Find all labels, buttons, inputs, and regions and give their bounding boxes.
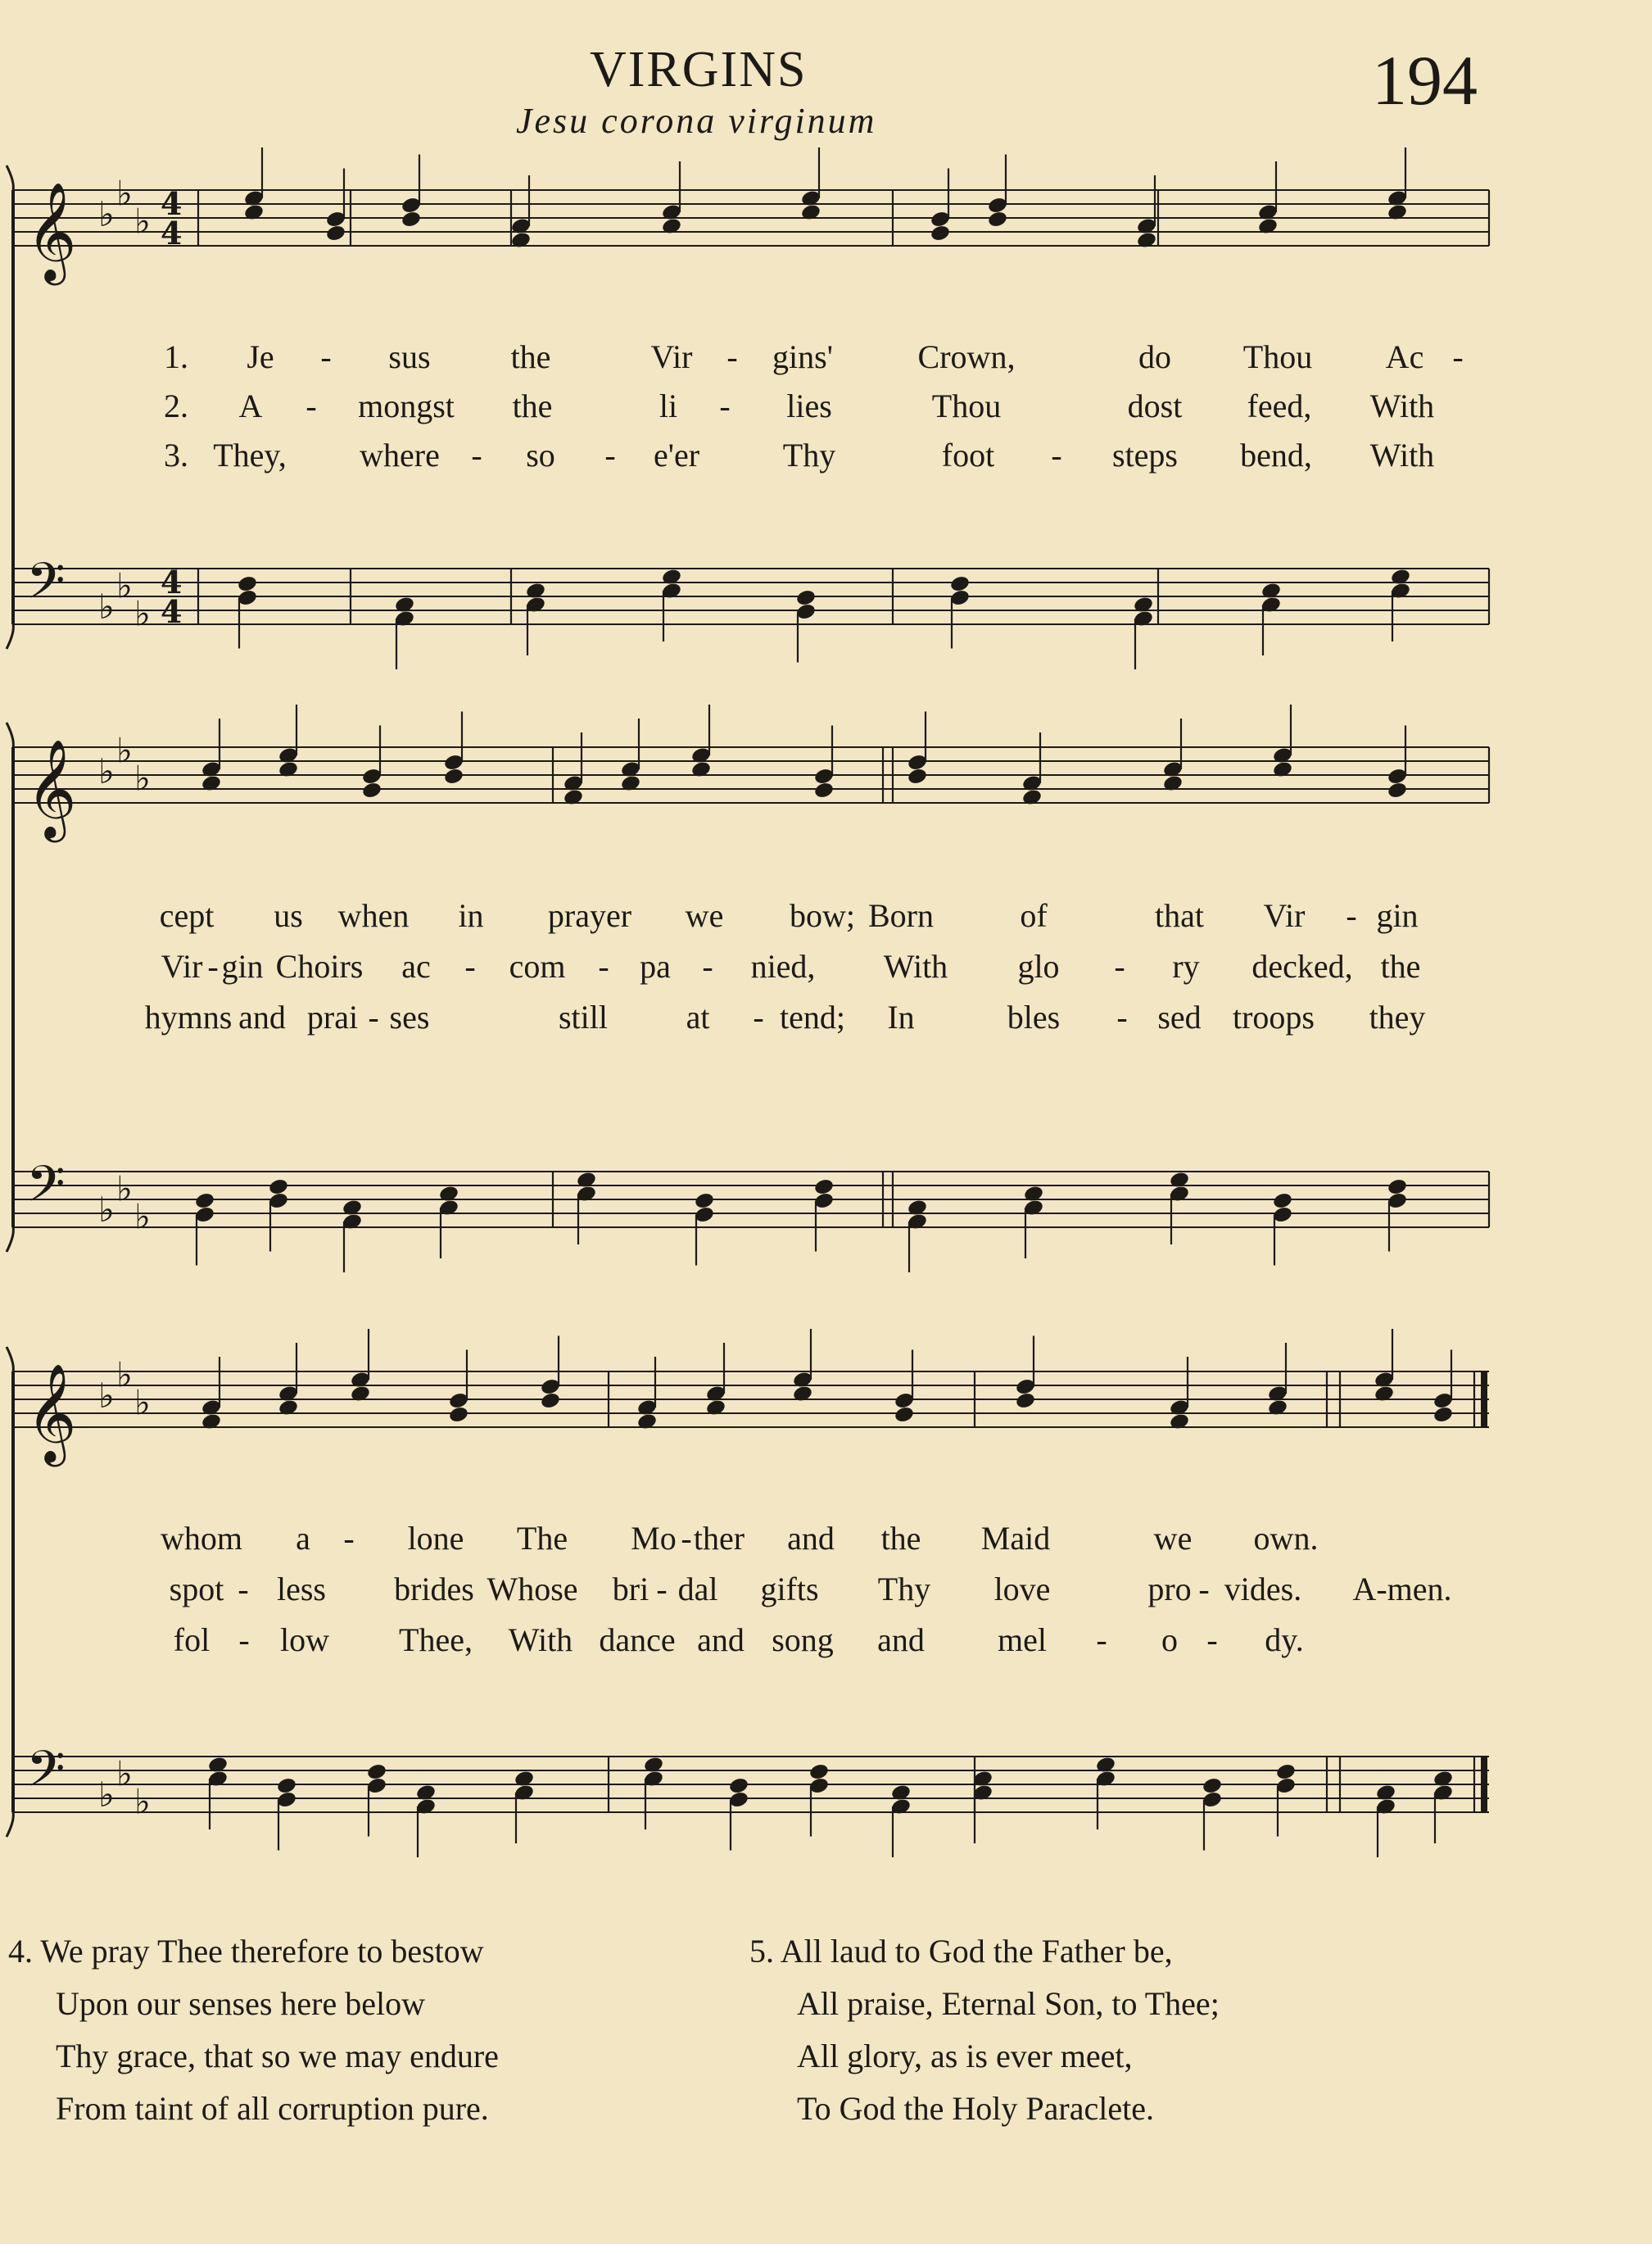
lyric-syllable: Thou	[931, 388, 1002, 424]
lyric-hyphen: -	[1096, 1621, 1107, 1658]
lyric-syllable: gins'	[772, 338, 833, 375]
notehead	[1432, 1405, 1454, 1424]
lyric-line-s3-v1	[0, 1519, 1652, 1568]
system-bracket-hook	[7, 165, 13, 190]
notehead	[1275, 1762, 1297, 1781]
lyric-syllable: dal	[677, 1571, 718, 1607]
lyric-syllable: where	[360, 437, 440, 474]
flat-sign-icon: ♭	[116, 1753, 133, 1794]
lyric-syllable: nied,	[750, 948, 816, 985]
verse-4-line-4: From taint of all corruption pure.	[56, 2090, 489, 2127]
lyric-syllable: troops	[1233, 999, 1315, 1036]
lyric-syllable: gifts	[760, 1571, 819, 1607]
lyric-syllable: pro	[1147, 1571, 1192, 1607]
lyric-syllable: gin	[221, 948, 264, 985]
lyric-line-s2-v1	[0, 896, 1652, 945]
lyric-syllable: and	[238, 999, 286, 1036]
lyric-syllable: Thy	[782, 437, 836, 474]
lyric-syllable: whom	[161, 1520, 242, 1557]
lyric-hyphen: -	[471, 437, 482, 474]
lyric-syllable: Crown,	[917, 338, 1016, 375]
flat-sign-icon: ♭	[134, 758, 151, 799]
lyric-syllable: the	[510, 338, 551, 375]
notehead	[443, 767, 464, 786]
hymn-number: 194	[1372, 41, 1478, 120]
lyric-syllable: A	[238, 388, 263, 424]
system-bracket-hook	[7, 723, 13, 747]
lyric-syllable: the	[880, 1520, 921, 1557]
lyric-hyphen: -	[1051, 437, 1062, 474]
lyric-syllable: li	[659, 388, 678, 424]
notehead	[930, 224, 951, 243]
lyric-syllable: gin	[1376, 897, 1419, 934]
verse-4-line-3: Thy grace, that so we may endure	[56, 2038, 499, 2074]
lyric-syllable: With	[883, 948, 948, 985]
lyric-syllable: cept	[159, 897, 215, 934]
lyric-syllable: dy.	[1265, 1621, 1304, 1658]
lyric-syllable: bend,	[1240, 437, 1312, 474]
notehead	[728, 1776, 749, 1795]
lyric-hyphen: -	[1206, 1621, 1218, 1658]
flat-sign-icon: ♭	[116, 1168, 133, 1209]
lyric-hyphen: -	[1346, 897, 1357, 934]
lyric-syllable: a	[296, 1520, 310, 1557]
verse-number: 2.	[164, 388, 188, 424]
system-bracket-hook	[7, 1347, 13, 1371]
lyric-hyphen: -	[238, 1571, 249, 1607]
lyric-syllable: mongst	[358, 388, 455, 424]
flat-sign-icon: ♭	[98, 587, 115, 627]
notehead	[361, 781, 382, 800]
notehead	[1202, 1776, 1223, 1795]
lyric-syllable: when	[337, 897, 410, 934]
time-signature-denominator: 4	[161, 215, 183, 252]
lyric-syllable: foot	[941, 437, 995, 474]
lyric-hyphen: -	[207, 948, 219, 985]
lyric-syllable: bri	[612, 1571, 649, 1607]
lyric-syllable: With	[1369, 388, 1435, 424]
lyric-hyphen: -	[753, 999, 764, 1036]
treble-clef-icon: 𝄞	[26, 1362, 77, 1462]
lyric-line-s1-v3	[0, 436, 1652, 485]
lyric-syllable: own.	[1253, 1520, 1319, 1557]
notehead	[808, 1762, 830, 1781]
lyric-syllable: pa	[640, 948, 671, 985]
time-signature-numerator: 4	[161, 185, 183, 222]
lyric-syllable: low	[280, 1621, 329, 1658]
lyric-syllable: Maid	[980, 1520, 1051, 1557]
lyric-syllable: With	[1369, 437, 1435, 474]
lyric-syllable: dost	[1127, 388, 1183, 424]
lyric-syllable: and	[697, 1621, 745, 1658]
notehead	[795, 588, 817, 607]
lyric-syllable: Thou	[1242, 338, 1313, 375]
hymn-title: VIRGINS	[590, 42, 808, 97]
lyric-line-s2-v3	[0, 998, 1652, 1047]
lyric-hyphen: -	[656, 1571, 668, 1607]
lyric-syllable: e'er	[653, 437, 700, 474]
lyric-syllable: Born	[868, 897, 934, 934]
verse-line-text: We pray Thee therefore to bestow	[40, 1933, 484, 1970]
lyric-line-s3-v2	[0, 1570, 1652, 1619]
notehead	[237, 574, 258, 593]
flat-sign-icon: ♭	[134, 1781, 151, 1822]
lyric-hyphen: -	[368, 999, 379, 1036]
lyric-hyphen: -	[719, 388, 731, 424]
notehead	[276, 1776, 297, 1795]
flat-sign-icon: ♭	[98, 1376, 115, 1416]
lyric-syllable: song	[772, 1621, 834, 1658]
verse-number: 4.	[8, 1933, 33, 1970]
lyric-hyphen: -	[238, 1621, 250, 1658]
lyric-hyphen: -	[598, 948, 609, 985]
notehead	[325, 224, 346, 243]
lyric-syllable: ry	[1172, 948, 1200, 985]
verse-5-line-4: To God the Holy Paraclete.	[797, 2090, 1154, 2127]
verse-number: 3.	[164, 437, 188, 474]
lyric-syllable: the	[512, 388, 553, 424]
lyric-syllable: they	[1369, 999, 1426, 1036]
lyric-syllable: com	[509, 948, 566, 985]
flat-sign-icon: ♭	[116, 173, 133, 214]
flat-sign-icon: ♭	[134, 201, 151, 242]
notehead	[540, 1391, 561, 1410]
notehead	[694, 1191, 715, 1210]
notehead	[813, 781, 835, 800]
lyric-syllable: ther	[693, 1520, 745, 1557]
flat-sign-icon: ♭	[98, 751, 115, 791]
lyric-hyphen: -	[464, 948, 476, 985]
lyric-hyphen: -	[604, 437, 616, 474]
lyric-syllable: bles	[1007, 999, 1061, 1036]
system-bracket-hook	[7, 624, 13, 649]
lyric-syllable: sed	[1157, 999, 1202, 1036]
verse-number: 1.	[164, 338, 188, 375]
notehead	[1387, 1177, 1408, 1196]
lyric-syllable: o	[1161, 1621, 1178, 1658]
lyric-syllable: steps	[1112, 437, 1178, 474]
lyric-line-s1-v2	[0, 387, 1652, 436]
notehead	[894, 1405, 915, 1424]
notehead	[448, 1405, 469, 1424]
flat-sign-icon: ♭	[98, 1775, 115, 1815]
notehead	[366, 1762, 387, 1781]
flat-sign-icon: ♭	[98, 1190, 115, 1230]
lyric-hyphen: -	[1452, 338, 1464, 375]
lyric-syllable: so	[526, 437, 555, 474]
lyric-syllable: tend;	[780, 999, 845, 1036]
lyric-syllable: In	[887, 999, 915, 1036]
lyric-syllable: we	[685, 897, 724, 934]
lyric-syllable: Thy	[877, 1571, 931, 1607]
lyric-syllable: decked,	[1251, 948, 1353, 985]
verse-5-line-2: All praise, Eternal Son, to Thee;	[797, 1985, 1220, 2022]
lyric-hyphen: -	[1114, 948, 1125, 985]
lyric-line-s2-v2	[0, 947, 1652, 996]
bass-clef-icon: 𝄢	[26, 1740, 66, 1811]
lyric-syllable: dance	[599, 1621, 676, 1658]
lyric-syllable: less	[277, 1571, 326, 1607]
amen-text: A-men.	[1352, 1571, 1452, 1607]
verse-number: 5.	[749, 1933, 774, 1970]
lyric-hyphen: -	[1116, 999, 1128, 1036]
lyric-hyphen: -	[702, 948, 713, 985]
flat-sign-icon: ♭	[134, 1196, 151, 1237]
lyric-syllable: They,	[213, 437, 287, 474]
verse-4-line-2: Upon our senses here below	[56, 1985, 425, 2022]
treble-clef-icon: 𝄞	[26, 738, 77, 838]
time-signature-numerator: 4	[161, 564, 183, 601]
flat-sign-icon: ♭	[98, 194, 115, 234]
lyric-syllable: brides	[394, 1571, 474, 1607]
flat-sign-icon: ♭	[134, 1382, 151, 1423]
verse-4-line-1	[8, 1925, 499, 1978]
lyric-syllable: love	[993, 1571, 1051, 1607]
lyric-syllable: Vir	[1263, 897, 1306, 934]
lyric-hyphen: -	[306, 388, 317, 424]
bass-clef-icon: 𝄢	[26, 1155, 66, 1226]
notehead	[1272, 1191, 1293, 1210]
lyric-syllable: vides.	[1224, 1571, 1302, 1607]
lyric-syllable: The	[516, 1520, 568, 1557]
lyric-syllable: Thee,	[399, 1621, 473, 1658]
lyric-syllable: the	[1380, 948, 1421, 985]
notehead	[1015, 1391, 1036, 1410]
lyric-syllable: do	[1138, 338, 1171, 375]
treble-clef-icon: 𝄞	[26, 181, 77, 281]
hymn-latin-subtitle: Jesu corona virginum	[516, 101, 877, 141]
lyric-syllable: spot	[169, 1571, 224, 1607]
notehead	[401, 210, 422, 229]
lyric-syllable: at	[686, 999, 710, 1036]
verse-4-block	[8, 1925, 499, 2135]
lyric-syllable: sus	[388, 338, 431, 375]
lyric-syllable: With	[508, 1621, 573, 1658]
flat-sign-icon: ♭	[116, 565, 133, 606]
verse-line-text: All laud to God the Father be,	[780, 1933, 1173, 1970]
flat-sign-icon: ♭	[116, 1354, 133, 1395]
lyric-syllable: that	[1155, 897, 1204, 934]
time-signature-denominator: 4	[161, 593, 183, 630]
flat-sign-icon: ♭	[134, 593, 151, 634]
flat-sign-icon: ♭	[116, 730, 133, 771]
system-bracket-hook	[7, 1227, 13, 1252]
bass-clef-icon: 𝄢	[26, 552, 66, 623]
lyric-hyphen: -	[681, 1520, 692, 1557]
lyric-syllable: Whose	[487, 1571, 578, 1607]
lyric-syllable: lone	[407, 1520, 464, 1557]
lyric-syllable: Vir	[161, 948, 203, 985]
lyric-syllable: and	[787, 1520, 835, 1557]
lyric-syllable: Ac	[1385, 338, 1424, 375]
notehead	[987, 210, 1008, 229]
lyric-syllable: prayer	[547, 897, 632, 934]
lyric-syllable: ses	[389, 999, 430, 1036]
lyric-line-s1-v1	[0, 338, 1652, 387]
lyric-line-s3-v3	[0, 1621, 1652, 1670]
lyric-syllable: still	[558, 999, 609, 1036]
notehead	[907, 767, 928, 786]
verse-5-line-1	[749, 1925, 1220, 1978]
lyric-syllable: ac	[401, 948, 431, 985]
notehead	[268, 1177, 289, 1196]
lyric-hyphen: -	[343, 1520, 355, 1557]
lyric-syllable: Choirs	[275, 948, 364, 985]
lyric-syllable: prai	[306, 999, 359, 1036]
lyric-syllable: and	[877, 1621, 925, 1658]
notehead	[194, 1191, 215, 1210]
verse-5-line-3: All glory, as is ever meet,	[797, 2038, 1133, 2074]
lyric-syllable: lies	[786, 388, 832, 424]
lyric-syllable: bow;	[790, 897, 855, 934]
lyric-syllable: we	[1153, 1520, 1193, 1557]
lyric-hyphen: -	[1198, 1571, 1210, 1607]
lyric-syllable: mel	[998, 1621, 1047, 1658]
lyric-hyphen: -	[320, 338, 332, 375]
notehead	[1387, 781, 1408, 800]
lyric-syllable: in	[458, 897, 484, 934]
verse-5-block	[749, 1925, 1220, 2135]
lyric-syllable: fol	[173, 1621, 210, 1658]
notehead	[949, 574, 971, 593]
lyric-syllable: hymns	[144, 999, 233, 1036]
system-bracket-hook	[7, 1812, 13, 1837]
lyric-syllable: Mo	[631, 1520, 677, 1557]
lyric-syllable: us	[274, 897, 303, 934]
notehead	[813, 1177, 835, 1196]
lyric-hyphen: -	[726, 338, 738, 375]
lyric-syllable: Vir	[650, 338, 693, 375]
lyric-syllable: Je	[247, 338, 274, 375]
lyric-syllable: feed,	[1247, 388, 1312, 424]
lyric-syllable: glo	[1017, 948, 1060, 985]
lyric-syllable: of	[1020, 897, 1048, 934]
